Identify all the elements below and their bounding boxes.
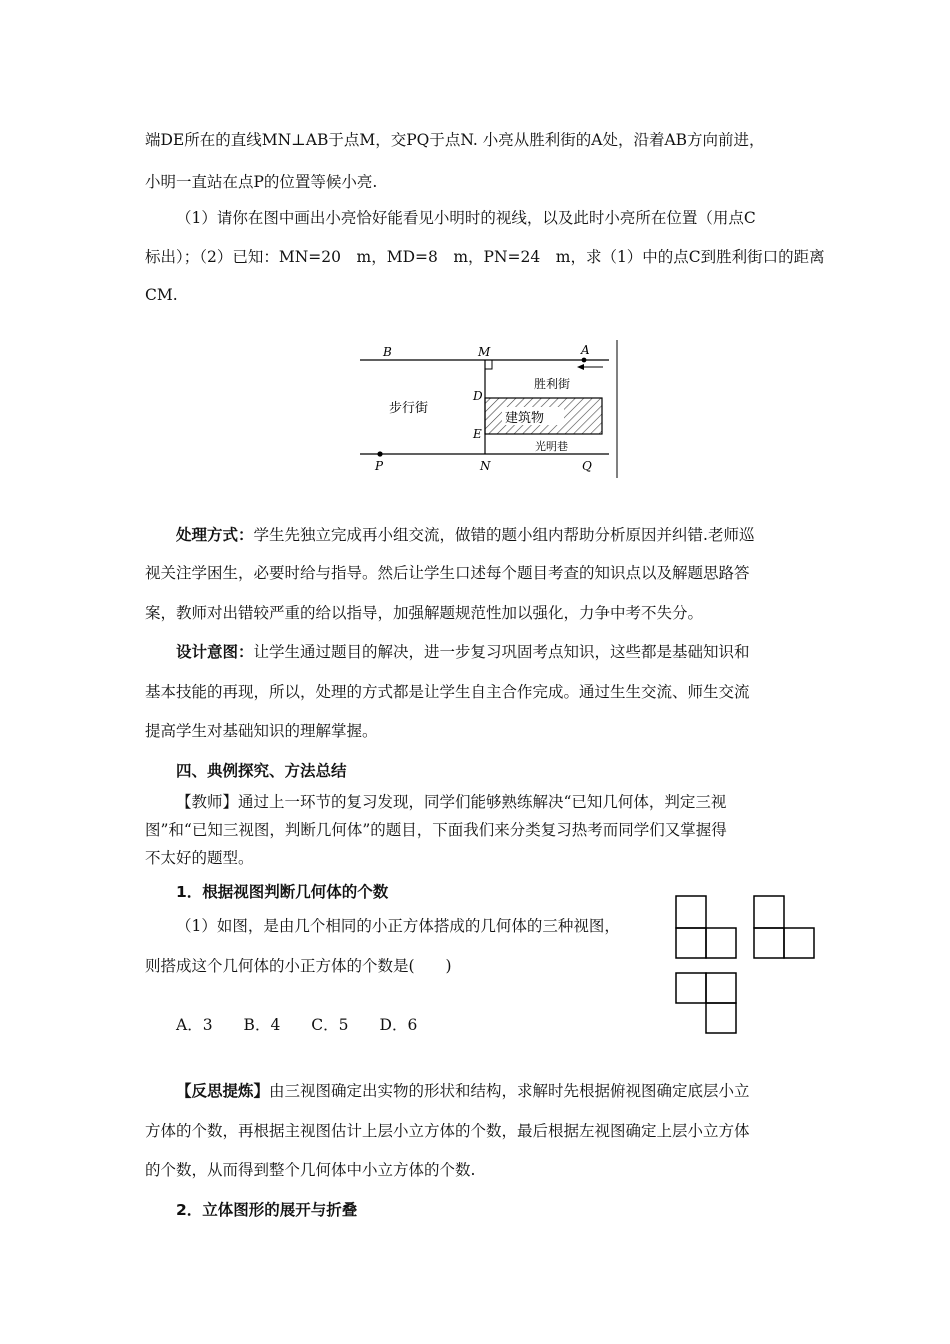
front-view-square (676, 896, 706, 928)
point-p-dot (377, 451, 382, 456)
label-d: D (473, 389, 483, 403)
text-line: 方体的个数，再根据主视图估计上层小立方体的个数，最后根据左视图确定上层小立方体 (145, 1122, 750, 1140)
text-line: 处理方式：学生先独立完成再小组交流，做错的题小组内帮助分析原因并纠错.老师巡 (176, 526, 755, 544)
three-views-diagram (672, 892, 822, 1037)
text-line: 案，教师对出错较严重的给以指导，加强解题规范性加以强化，力争中考不失分。 (145, 604, 704, 622)
text-line: 【反思提炼】由三视图确定出实物的形状和结构，求解时先根据俯视图确定底层小立 (176, 1082, 750, 1100)
label-street2: 步行街 (389, 401, 429, 416)
text-line: （1）如图，是由几个相同的小正方体搭成的几何体的三种视图， (176, 917, 620, 935)
text-line: 的个数，从而得到整个几何体中小立方体的个数. (145, 1161, 476, 1179)
side-view-square (754, 896, 784, 928)
front-view-square (706, 928, 736, 958)
text-line: 设计意图：让学生通过题目的解决，进一步复习巩固考点知识，这些都是基础知识和 (176, 643, 750, 661)
text-line: 标出）；（2）已知：MN=20 m，MD=8 m，PN=24 m，求（1）中的点C到胜利街口的距离 (145, 248, 825, 266)
label-street1: 胜利街 (534, 377, 571, 391)
label-lane: 光明巷 (535, 440, 568, 453)
right-angle-mark (485, 360, 492, 369)
para-label: 【反思提炼】 (176, 1082, 270, 1100)
section-heading: 四、典例探究、方法总结 (176, 762, 347, 780)
label-p: P (375, 459, 384, 473)
label-e: E (473, 427, 482, 441)
text-line: 则搭成这个几何体的小正方体的个数是( ) (145, 957, 452, 975)
text-line: 小明一直站在点P的位置等候小亮. (145, 173, 378, 191)
text-line: 【教师】通过上一环节的复习发现，同学们能够熟练解决“已知几何体，判定三视 (176, 793, 727, 811)
label-m: M (478, 345, 491, 359)
text-line: 基本技能的再现，所以，处理的方式都是让学生自主合作完成。通过生生交流、师生交流 (145, 683, 750, 701)
text-line: 视关注学困生，必要时给与指导。然后让学生口述每个题目考查的知识点以及解题思路答 (145, 564, 750, 582)
text-line: 图”和“已知三视图，判断几何体”的题目，下面我们来分类复习热考而同学们又掌握得 (145, 821, 727, 839)
answer-options: A．3 B．4 C．5 D．6 (176, 1016, 418, 1034)
text-line: 提高学生对基础知识的理解掌握。 (145, 722, 378, 740)
label-building: 建筑物 (505, 411, 545, 426)
side-view-square (754, 928, 784, 958)
item-heading: 1．根据视图判断几何体的个数 (176, 883, 389, 901)
text-line: （1）请你在图中画出小亮恰好能看见小明时的视线，以及此时小亮所在位置（用点C (176, 209, 756, 227)
point-a-dot (582, 358, 587, 363)
text-line: 端DE所在的直线MN⊥AB于点M，交PQ于点N. 小亮从胜利街的A处，沿着AB方向前进， (145, 131, 765, 149)
street-diagram (355, 338, 620, 483)
label-q: Q (582, 459, 592, 473)
text-line: CM. (145, 286, 178, 304)
label-b: B (383, 345, 392, 359)
top-view-square (676, 973, 706, 1003)
top-view-square (706, 1003, 736, 1033)
para-label: 设计意图： (176, 643, 254, 661)
label-n: N (480, 459, 491, 473)
top-view-square (706, 973, 736, 1003)
front-view-square (676, 928, 706, 958)
arrow-head (577, 364, 584, 370)
para-label: 处理方式： (176, 526, 254, 544)
label-a: A (581, 343, 590, 357)
item-heading: 2．立体图形的展开与折叠 (176, 1201, 358, 1219)
text-line: 不太好的题型。 (145, 849, 254, 867)
side-view-square (784, 928, 814, 958)
